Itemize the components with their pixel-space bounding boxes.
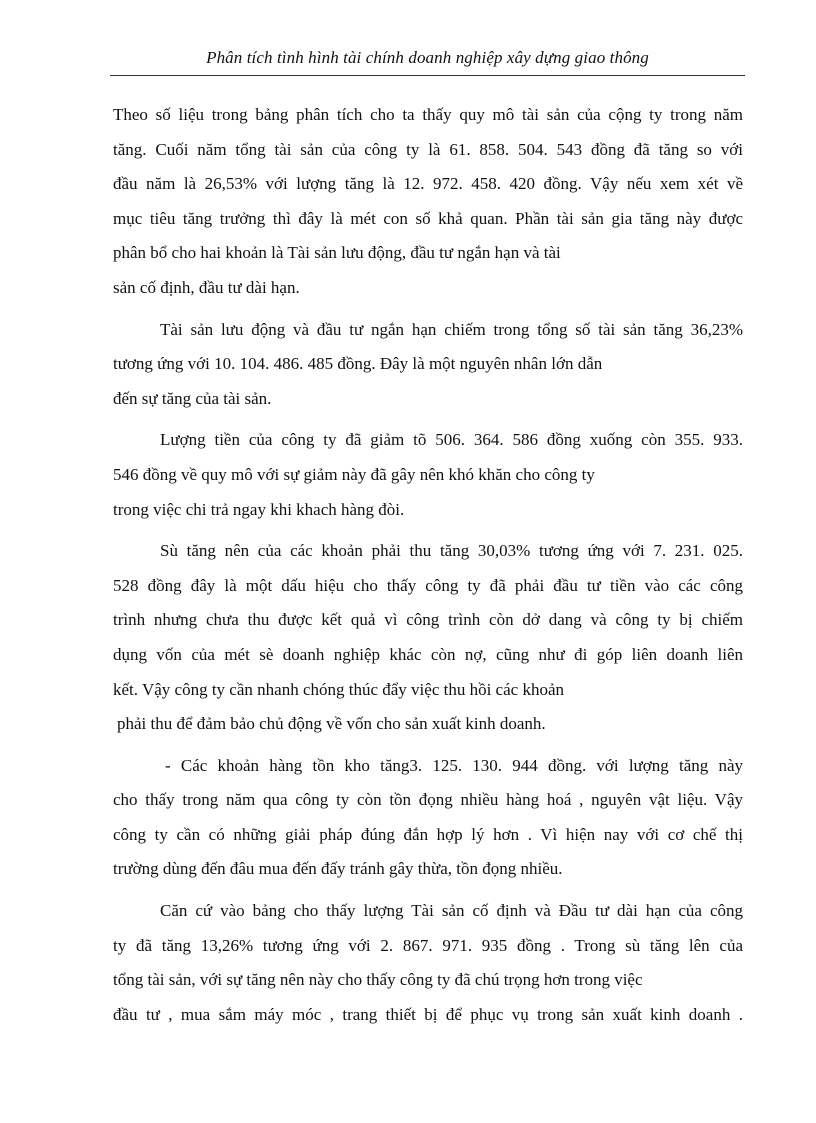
text-line: mục tiêu tăng trưởng thì đây là mét con số khả quan. Phần tài sản gia tăng này được	[113, 208, 743, 228]
text-line: Lượng tiền của công ty đã giảm tõ 506. 364. 586 đồng xuống còn 355. 933.	[160, 430, 743, 450]
text-line: dụng vốn của mét sè doanh nghiệp khác còn nợ, cũng như đi góp liên doanh liên	[113, 644, 743, 664]
text-line: Sù tăng nên của các khoản phải thu tăng 30,03% tương ứng với 7. 231. 025.	[160, 541, 743, 561]
paragraph-fixed-assets	[113, 894, 743, 1032]
text-line: cho thấy trong năm qua công ty còn tồn đọng nhiều hàng hoá , nguyên vật liệu. Vậy	[113, 790, 743, 810]
text-line: đầu tư , mua sắm máy móc , trang thiết bị để phục vụ trong sản xuất kinh doanh .	[113, 1004, 743, 1024]
text-line: - Các khoản hàng tồn kho tăng3. 125. 130. 944 đồng. với lượng tăng này	[165, 755, 743, 775]
text-line: trong việc chi trả ngay khi khach hàng đòi.	[113, 499, 405, 519]
text-line: công ty cần có những giải pháp đúng đắn hợp lý hơn . Vì hiện nay với cơ chế thị	[113, 824, 743, 844]
paragraph-inventory	[113, 749, 743, 887]
text-line: 528 đồng đây là một dấu hiệu cho thấy công ty đã phải đầu tư tiền vào các công	[113, 575, 743, 595]
text-line: tổng tài sản, với sự tăng nên này cho thấy công ty đã chú trọng hơn trong việc	[113, 970, 643, 990]
text-line: 546 đồng về quy mô với sự giảm này đã gây nên khó khăn cho công ty	[113, 464, 595, 484]
text-line: tăng. Cuối năm tổng tài sản của công ty là 61. 858. 504. 543 đồng đã tăng so với	[113, 139, 743, 159]
paragraph-cash	[113, 423, 743, 527]
text-line: trường dùng đến đâu mua đến đấy tránh gây thừa, tồn đọng nhiều.	[113, 859, 563, 879]
text-line: Căn cứ vào bảng cho thấy lượng Tài sản cố định và Đầu tư dài hạn của công	[160, 901, 743, 921]
text-line: Theo số liệu trong bảng phân tích cho ta thấy quy mô tài sản của cộng ty trong năm	[113, 105, 743, 124]
paragraph-receivables	[113, 534, 743, 742]
text-line: tương ứng với 10. 104. 486. 485 đồng. Đây là một nguyên nhân lớn dẫn	[113, 354, 603, 374]
page-header-title: Phân tích tình hình tài chính doanh nghiệp xây dựng giao thông	[206, 48, 649, 67]
text-line: đến sự tăng của tài sản.	[113, 388, 272, 408]
text-line: phải thu để đảm bảo chủ động về vốn cho sản xuất kinh doanh.	[117, 714, 546, 734]
body-text	[113, 98, 743, 1032]
text-line: phân bổ cho hai khoản là Tài sản lưu động, đầu tư ngắn hạn và tài	[113, 243, 561, 263]
text-line: ty đã tăng 13,26% tương ứng với 2. 867. 971. 935 đồng . Trong sù tăng lên của	[113, 935, 743, 955]
text-line: sản cố định, đầu tư dài hạn.	[113, 277, 300, 297]
header-rule	[110, 75, 745, 76]
text-line: Tài sản lưu động và đầu tư ngắn hạn chiếm trong tổng số tài sản tăng 36,23%	[160, 319, 743, 339]
text-line: đầu năm là 26,53% với lượng tăng là 12. 972. 458. 420 đồng. Vậy nếu xem xét về	[113, 174, 743, 194]
paragraph-current-assets	[113, 313, 743, 417]
text-line: trình nhưng chưa thu được kết quả vì công trình còn dở dang và công ty bị chiếm	[113, 610, 743, 630]
text-line: kết. Vậy công ty cần nhanh chóng thúc đẩy việc thu hồi các khoản	[113, 679, 564, 699]
paragraph-total-assets	[113, 98, 743, 306]
